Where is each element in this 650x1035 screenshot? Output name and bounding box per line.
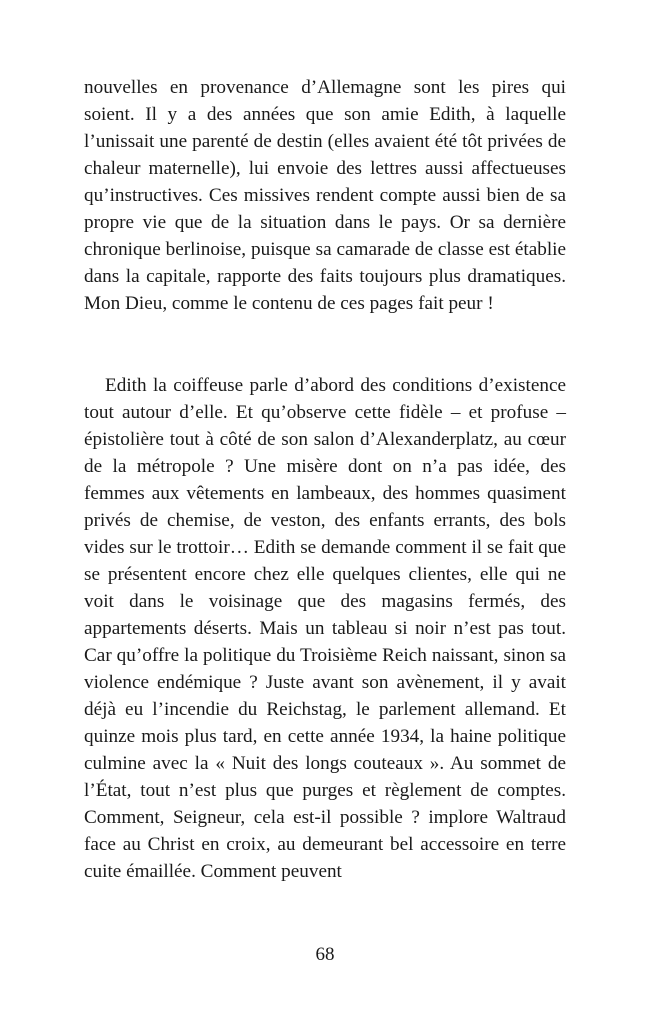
paragraph-continuation [84, 74, 566, 317]
paragraph-text: nouvelles en provenance d’Allemagne sont les pires qui soient. Il y a des années que son amie Edith, à laquelle l’unissait une parenté de destin (elles avaient été tôt privées de chaleur maternelle), lui envoie des lettres aussi affectueuses qu’instructives. Ces missives rendent compte aussi bien de sa propre vie que de la situation dans le pays. Or sa dernière chronique berlinoise, puisque sa camarade de classe est établie dans la capitale, rapporte des faits toujours plus dramatiques. Mon Dieu, comme le contenu de ces pages fait peur ! [84, 77, 566, 314]
paragraph-text: Edith la coiffeuse parle d’abord des conditions d’existence tout autour d’elle. Et qu’observe cette fidèle – et profuse – épistolière tout à côté de son salon d’Alexanderplatz, au cœur de la métropole ? Une misère dont on n’a pas idée, des femmes aux vêtements en lambeaux, des hommes quasiment privés de chemise, de veston, des enfants errants, des bols vides sur le trottoir… Edith se demande comment il se fait que se présentent encore chez elle quelques clientes, elle qui ne voit dans le voisinage que des magasins fermés, des appartements déserts. Mais un tableau si noir n’est pas tout. Car qu’offre la politique du Troisième Reich naissant, sinon sa violence endémique ? Juste avant son avènement, il y avait déjà eu l’incendie du Reichstag, le parlement allemand. Et quinze mois plus tard, en cette année 1934, la haine politique culmine avec la « Nuit des longs couteaux ». Au sommet de l’État, tout n’est plus que purges et règlement de comptes. Comment, Seigneur, cela est-il possible ? implore Waltraud face au Christ en croix, au demeurant bel accessoire en terre cuite émaillée. Comment peuvent [84, 375, 566, 882]
page-number: 68 [315, 944, 335, 965]
paragraph-edith [84, 372, 566, 885]
